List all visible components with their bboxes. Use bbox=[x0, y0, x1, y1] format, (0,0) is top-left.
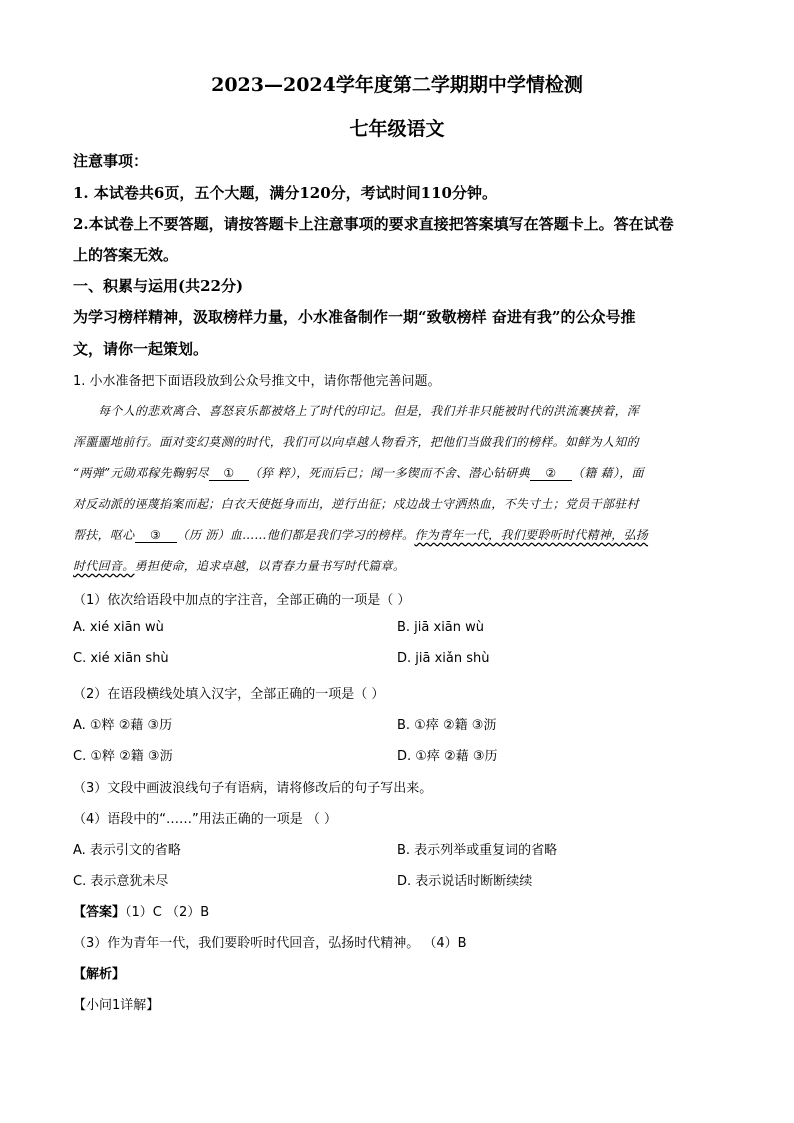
answer-values-1: （1）C （2）B bbox=[125, 905, 210, 920]
exam-title: 2023—2024学年度第二学期期中学情检测 bbox=[211, 74, 583, 96]
notice-item-1: 1. 本试卷共6页，五个大题，满分120分，考试时间110分钟。 bbox=[73, 184, 497, 202]
sub4-option-a: A. 表示引文的省略 bbox=[73, 843, 181, 858]
section-intro-line-1: 为学习榜样精神，汲取榜样力量，小水准备制作一期“致敬榜样 奋进有我”的公众号推 bbox=[73, 308, 636, 326]
passage-line-3-b: （猝 粹），死而后已；闻一多锲而不舍、潜心钻研典 bbox=[248, 466, 530, 480]
notice-heading: 注意事项： bbox=[73, 152, 149, 170]
sub2-option-b: B. ①瘁 ②籍 ③沥 bbox=[397, 718, 497, 733]
sub4-option-c: C. 表示意犹未尽 bbox=[73, 874, 169, 889]
sub2-option-c: C. ①粹 ②籍 ③沥 bbox=[73, 749, 173, 764]
sub-question-3-stem: （3）文段中画波浪线句子有语病，请将修改后的句子写出来。 bbox=[73, 781, 433, 796]
passage-line-3-c: （籍 藉），面 bbox=[571, 466, 644, 480]
passage-line-6-b: 勇担使命，追求卓越，以青春力量书写时代篇章。 bbox=[134, 559, 406, 573]
passage-line-5-a: 帮扶，呕心 bbox=[73, 528, 135, 542]
passage-line-3-a: “两弹”元勋邓稼先鞠躬尽 bbox=[73, 466, 209, 480]
sub-question-2-stem: （2）在语段横线处填入汉字，全部正确的一项是（ ） bbox=[73, 687, 385, 702]
sub1-option-a: A. xié xiān wù bbox=[73, 620, 164, 635]
sub1-option-b: B. jiā xiān wù bbox=[397, 620, 485, 635]
blank-2: ② bbox=[530, 466, 572, 481]
wavy-sentence-part-1: 作为青年一代，我们要聆听时代精神，弘扬 bbox=[414, 528, 649, 542]
answer-line-1 bbox=[73, 901, 209, 920]
blank-3: ③ bbox=[135, 528, 177, 543]
wavy-sentence-part-2: 时代回音。 bbox=[73, 559, 135, 573]
answer-line-2: （3）作为青年一代，我们要聆听时代回音，弘扬时代精神。 （4）B bbox=[73, 936, 467, 951]
passage-line-1: 每个人的悲欢离合、喜怒哀乐都被烙上了时代的印记。但是，我们并非只能被时代的洪流裹挟着，浑 bbox=[98, 404, 640, 418]
passage-line-4: 对反动派的诬蔑掐案而起；白衣天使挺身而出，逆行出征；戍边战士守洒热血，不失寸土；党员干部驻村 bbox=[73, 497, 639, 511]
section-heading: 一、积累与运用(共22分) bbox=[73, 277, 244, 295]
notice-item-2-line-1: 2.本试卷上不要答题，请按答题卡上注意事项的要求直接把答案填写在答题卡上。答在试卷 bbox=[73, 215, 674, 233]
blank-1: ① bbox=[209, 466, 249, 481]
sub1-option-d: D. jiā xiǎn shù bbox=[397, 651, 490, 666]
passage-line-6 bbox=[73, 557, 405, 574]
sub-question-1-stem: （1）依次给语段中加点的字注音，全部正确的一项是（ ） bbox=[73, 593, 411, 608]
question-1-stem: 1. 小水准备把下面语段放到公众号推文中，请你帮他完善问题。 bbox=[73, 374, 441, 389]
detail-heading: 【小问1详解】 bbox=[73, 998, 160, 1013]
section-intro-line-2: 文，请你一起策划。 bbox=[73, 340, 209, 358]
sub2-option-d: D. ①瘁 ②藉 ③历 bbox=[397, 749, 498, 764]
sub2-option-a: A. ①粹 ②藉 ③历 bbox=[73, 718, 173, 733]
passage-line-5 bbox=[73, 526, 648, 543]
sub4-option-d: D. 表示说话时断断续续 bbox=[397, 874, 533, 889]
notice-item-2-line-2: 上的答案无效。 bbox=[73, 246, 179, 264]
sub4-option-b: B. 表示列举或重复词的省略 bbox=[397, 843, 558, 858]
exam-subtitle: 七年级语文 bbox=[349, 118, 445, 140]
passage-line-3 bbox=[73, 464, 644, 481]
analysis-tag: 【解析】 bbox=[73, 967, 126, 982]
sub1-option-c: C. xié xiān shù bbox=[73, 651, 169, 666]
passage-line-2: 浑噩噩地前行。面对变幻莫测的时代，我们可以向卓越人物看齐，把他们当做我们的榜样。如鲜为人知的 bbox=[73, 435, 639, 449]
answer-tag: 【答案】 bbox=[73, 905, 126, 920]
sub-question-4-stem: （4）语段中的“……”用法正确的一项是 （ ） bbox=[73, 812, 338, 827]
passage-line-5-b: （历 沥）血……他们都是我们学习的榜样。 bbox=[176, 528, 415, 542]
